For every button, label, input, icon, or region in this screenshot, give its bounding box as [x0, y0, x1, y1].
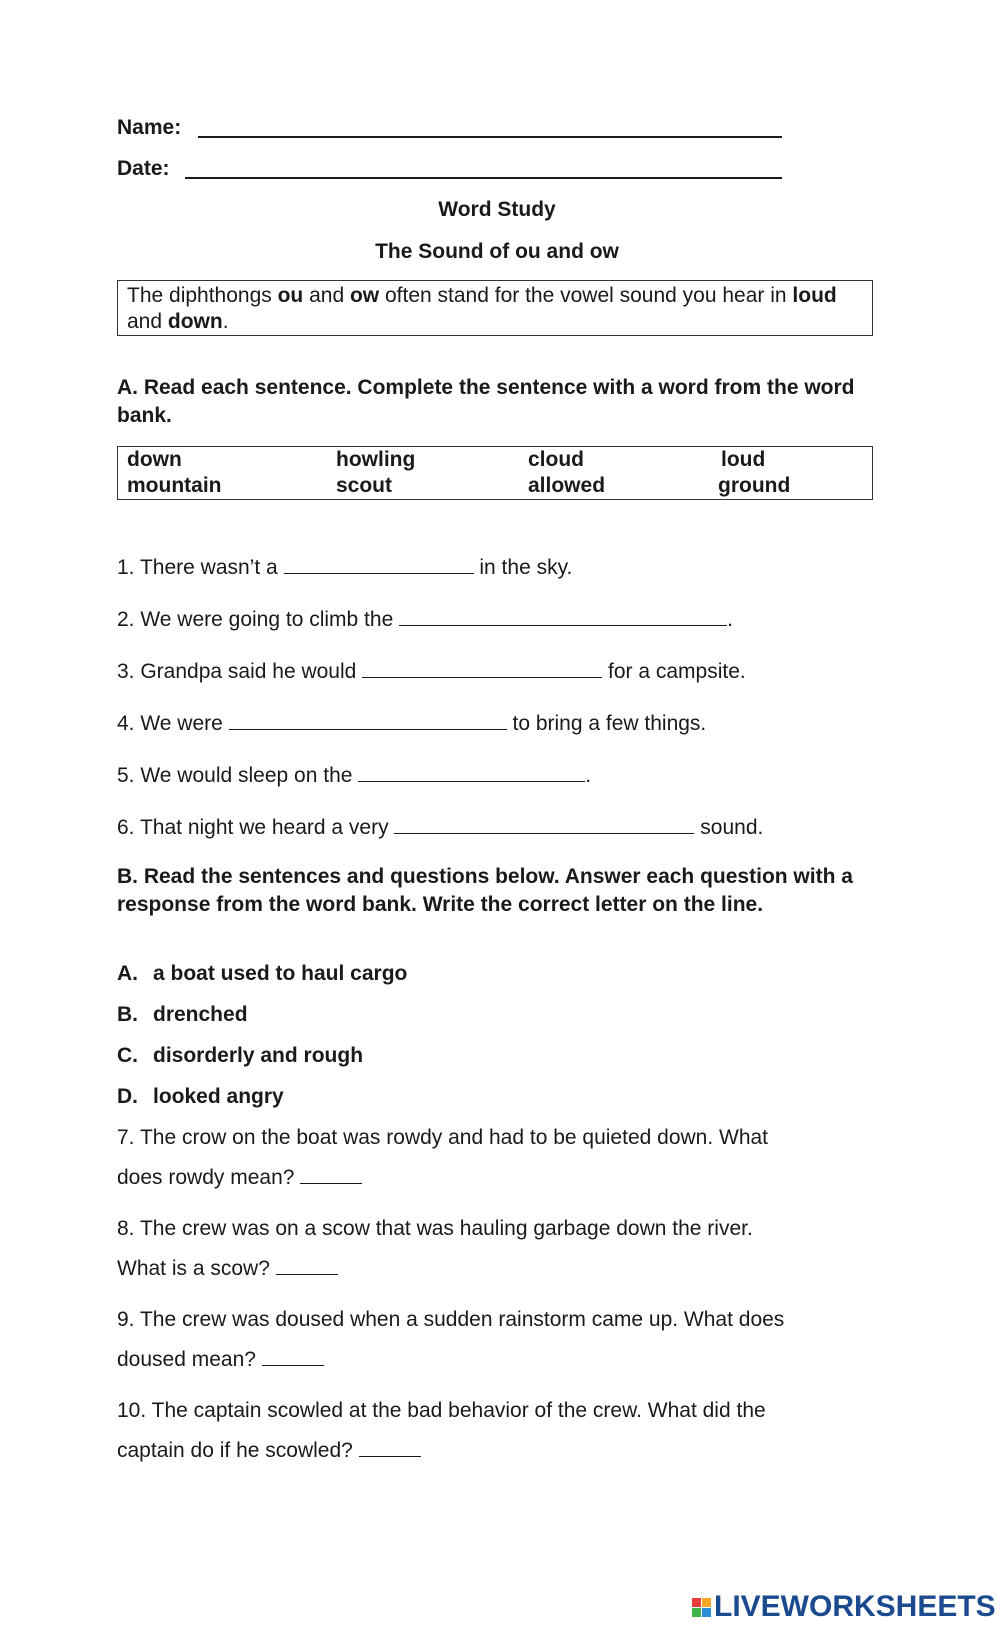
date-field [117, 157, 170, 181]
option-letter: D. [117, 1085, 138, 1108]
question-4 [117, 709, 706, 736]
word-bank-item: scout [336, 474, 393, 497]
question-text: 8. The crew was on a scow that was hauling garbage down the river. [117, 1217, 753, 1240]
logo-square [692, 1608, 701, 1617]
answer-blank[interactable] [358, 761, 585, 782]
logo-square [702, 1598, 711, 1607]
question-text: 3. Grandpa said he would [117, 660, 363, 683]
answer-blank[interactable] [300, 1163, 362, 1184]
question-text: captain do if he scowled? [117, 1439, 353, 1462]
page-title: Word Study [438, 198, 556, 221]
section-b-instruction: B. Read the sentences and questions below. Answer each question with a response from the word bank. Write the correct letter on the line. [117, 865, 853, 916]
question-5 [117, 761, 591, 788]
word-bank-item: allowed [528, 474, 606, 497]
option-c [117, 1044, 363, 1068]
answer-blank[interactable] [394, 813, 694, 834]
info-bold-down: down [167, 310, 223, 333]
name-label: Name: [117, 116, 182, 139]
word-bank-item: ground [718, 474, 791, 497]
section-a-instruction: A. Read each sentence. Complete the sentence with a word from the word bank. [117, 376, 855, 427]
question-text: 2. We were going to climb the [117, 608, 400, 631]
question-8 [117, 1209, 877, 1289]
question-1 [117, 553, 572, 580]
answer-blank[interactable] [284, 553, 474, 574]
question-7 [117, 1118, 877, 1198]
info-text: and [127, 310, 168, 333]
question-2 [117, 605, 733, 632]
question-text: 6. That night we heard a very [117, 816, 395, 839]
question-text: 7. The crow on the boat was rowdy and had to be quieted down. What [117, 1126, 769, 1149]
question-text: does rowdy mean? [117, 1166, 295, 1189]
info-bold-loud: loud [792, 284, 837, 307]
option-text: disorderly and rough [153, 1044, 364, 1067]
word-bank-item: mountain [127, 474, 222, 497]
info-bold-ou: ou [277, 284, 304, 307]
info-box [117, 280, 873, 336]
answer-blank[interactable] [362, 657, 602, 678]
option-letter: A. [117, 962, 138, 985]
question-text: for a campsite. [602, 660, 746, 683]
name-line[interactable] [198, 136, 782, 138]
option-a [117, 962, 407, 986]
question-text: What is a scow? [117, 1257, 270, 1280]
answer-blank[interactable] [276, 1254, 338, 1275]
question-text: to bring a few things. [506, 712, 707, 735]
page-subtitle: The Sound of ou and ow [375, 240, 619, 263]
logo-square [692, 1598, 701, 1607]
option-text: drenched [153, 1003, 248, 1026]
question-text: 4. We were [117, 712, 229, 735]
option-text: looked angry [153, 1085, 284, 1108]
date-line[interactable] [185, 177, 782, 179]
word-bank-a [117, 446, 873, 500]
liveworksheets-logo [692, 1590, 996, 1624]
logo-text: LIVEWORKSHEETS [714, 1590, 996, 1623]
info-text: and [303, 284, 350, 307]
option-text: a boat used to haul cargo [153, 962, 408, 985]
word-bank-item: down [127, 448, 182, 471]
question-9 [117, 1300, 877, 1380]
question-text: 5. We would sleep on the [117, 764, 359, 787]
option-letter: B. [117, 1003, 138, 1026]
info-text: The diphthongs [127, 284, 278, 307]
option-d [117, 1085, 284, 1109]
logo-mark-icon [692, 1598, 711, 1617]
question-text: 10. The captain scowled at the bad behavior of the crew. What did the [117, 1399, 766, 1422]
word-bank-item: cloud [528, 448, 584, 471]
option-b [117, 1003, 248, 1027]
option-letter: C. [117, 1044, 138, 1067]
date-label: Date: [117, 157, 170, 180]
question-6 [117, 813, 763, 840]
question-text: 9. The crew was doused when a sudden rainstorm came up. What does [117, 1308, 785, 1331]
answer-blank[interactable] [262, 1345, 324, 1366]
question-10 [117, 1391, 877, 1471]
question-text: 1. There wasn’t a [117, 556, 284, 579]
answer-blank[interactable] [359, 1436, 421, 1457]
question-text: sound. [694, 816, 764, 839]
logo-square [702, 1608, 711, 1617]
info-text: . [222, 310, 229, 333]
question-text: in the sky. [473, 556, 573, 579]
question-text: . [727, 608, 733, 631]
question-3 [117, 657, 746, 684]
answer-blank[interactable] [229, 709, 507, 730]
info-bold-ow: ow [349, 284, 380, 307]
answer-blank[interactable] [399, 605, 727, 626]
word-bank-item: howling [336, 448, 416, 471]
info-text: often stand for the vowel sound you hear in [379, 284, 793, 307]
name-field [117, 116, 181, 140]
word-bank-item: loud [721, 448, 766, 471]
question-text: doused mean? [117, 1348, 256, 1371]
question-text: . [585, 764, 592, 787]
